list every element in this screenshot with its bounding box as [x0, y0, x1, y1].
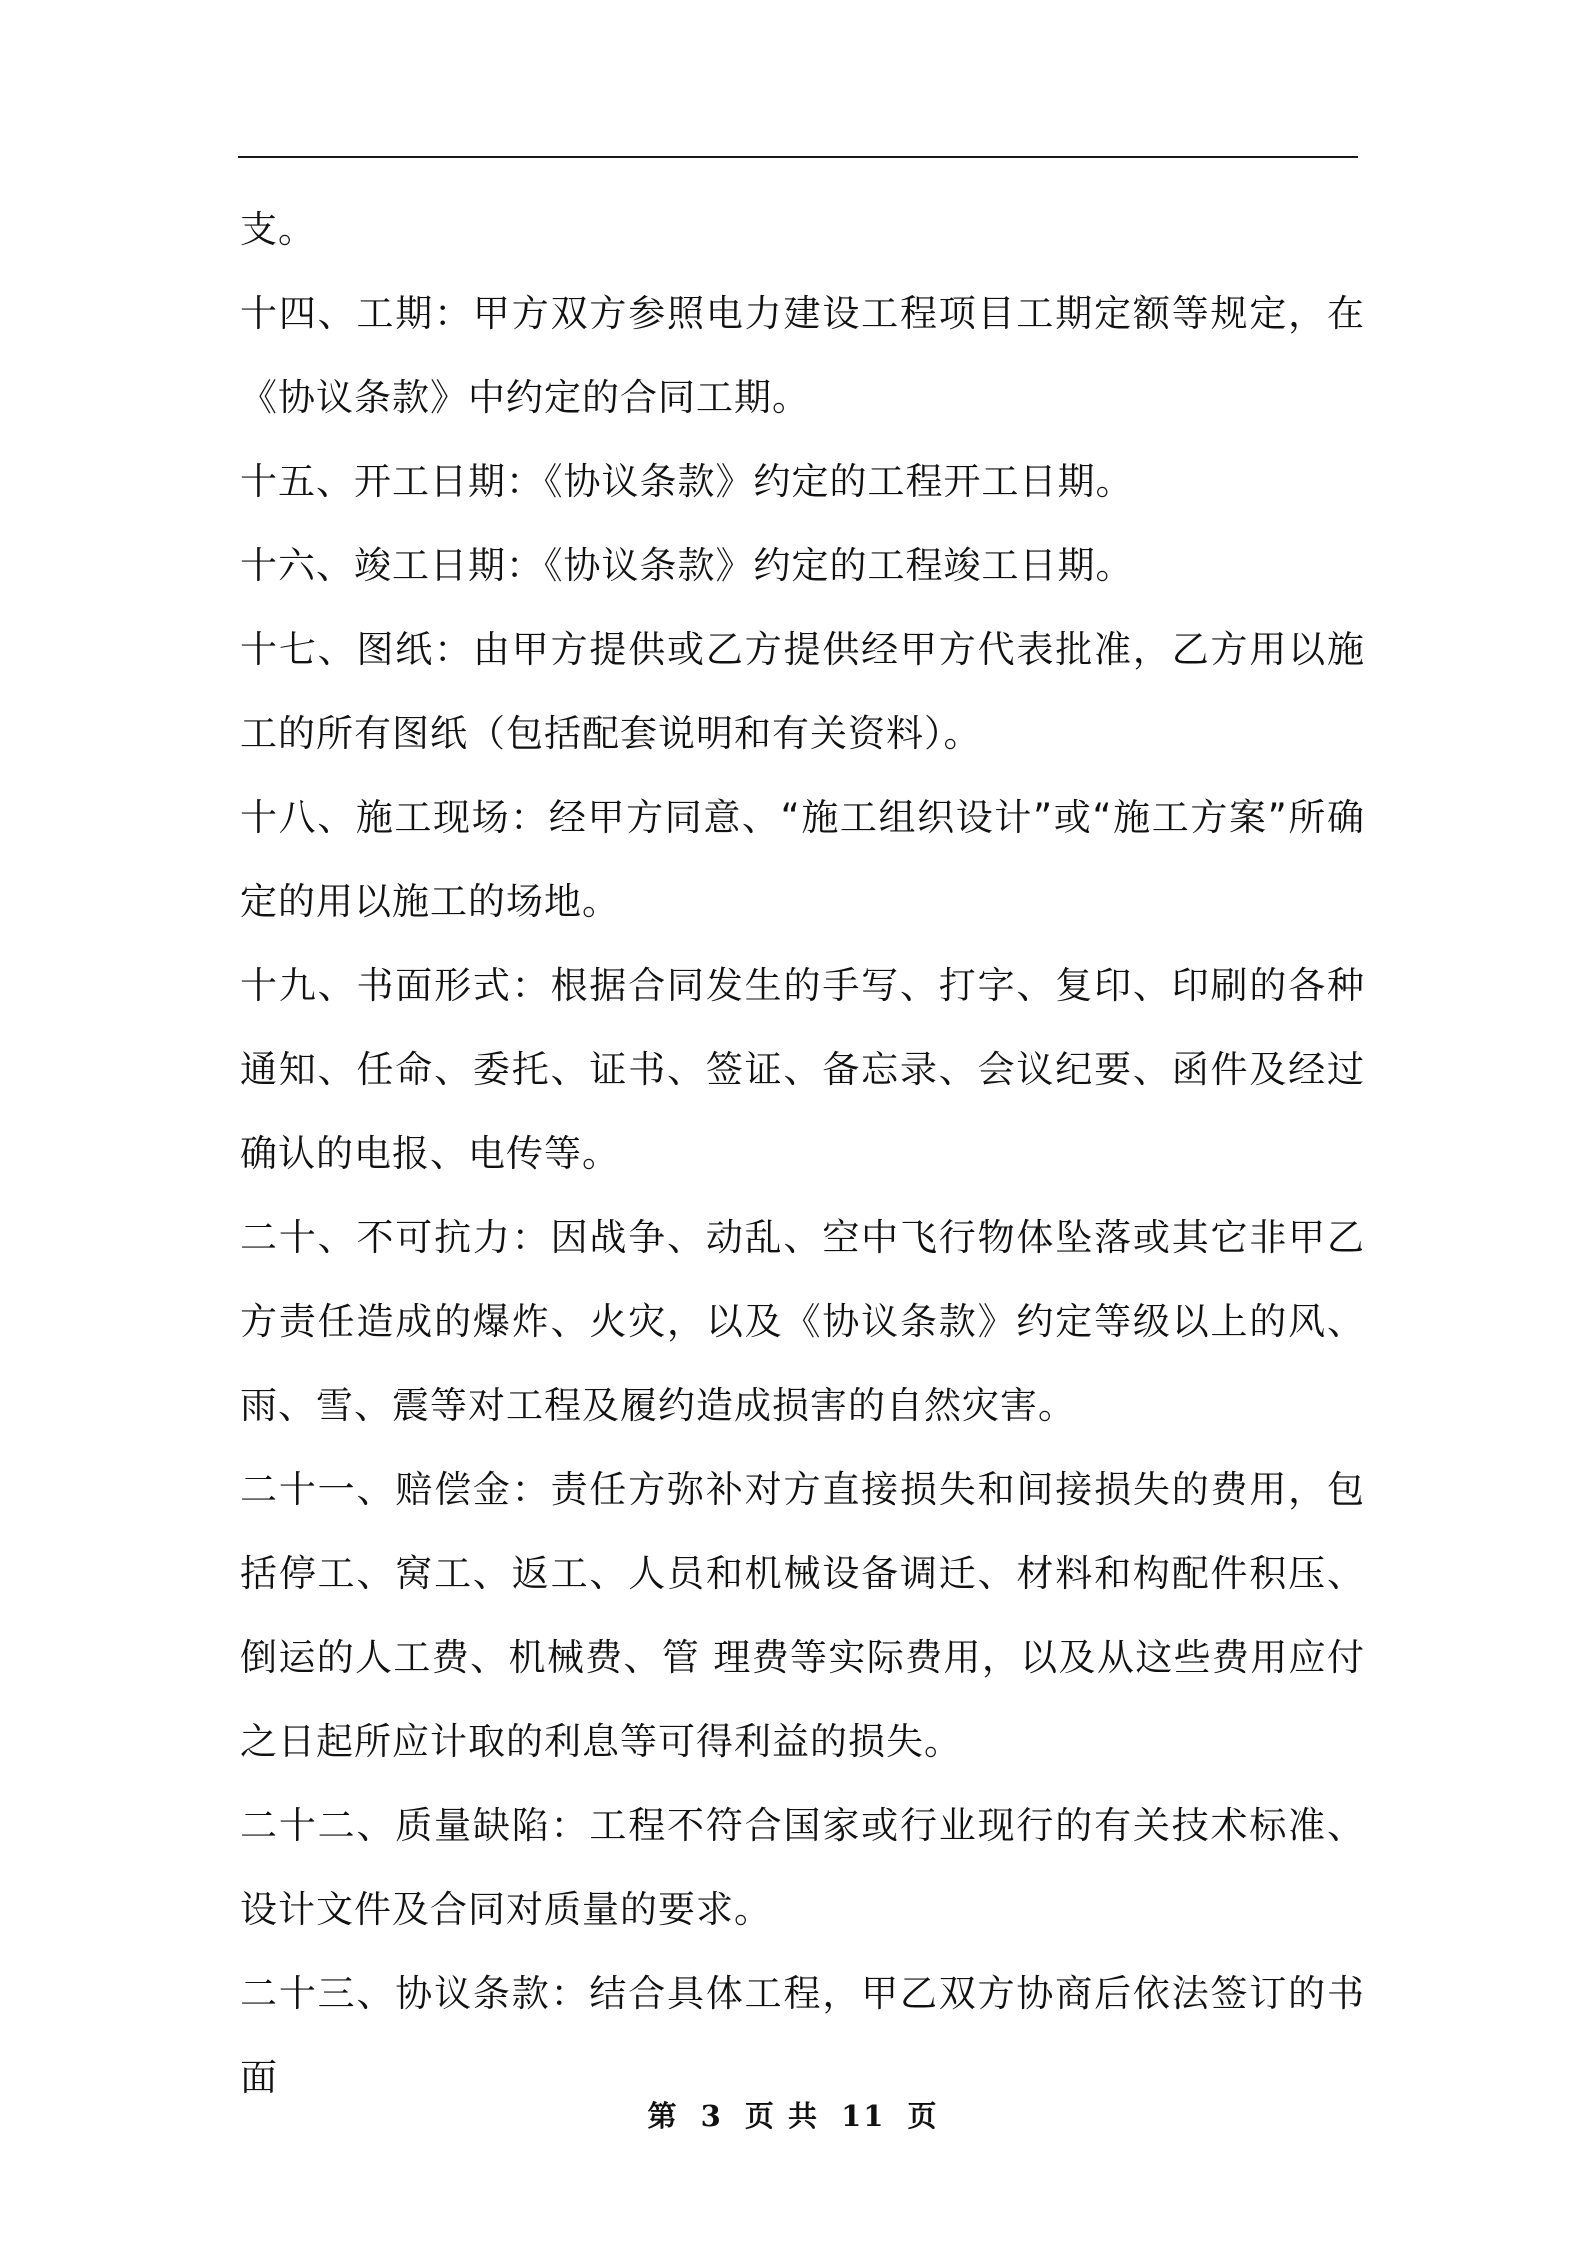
paragraph-clause-19: 十九、书面形式：根据合同发生的手写、打字、复印、印刷的各种通知、任命、委托、证书、签证、备忘录、会议纪要、函件及经过确认的电报、电传等。 [240, 964, 1365, 1175]
footer-current-page: 3 [700, 2099, 723, 2133]
footer-total-pages: 11 [841, 2099, 886, 2133]
footer-suffix: 页 [907, 2099, 939, 2133]
paragraph-clause-16: 十六、竣工日期：《协议条款》约定的工程竣工日期。 [240, 544, 1134, 587]
paragraph-clause-23: 二十三、协议条款：结合具体工程，甲乙双方协商后依法签订的书面 [240, 1972, 1365, 2099]
paragraph-continuation: 支。 [240, 208, 316, 251]
paragraph-clause-20: 二十、不可抗力：因战争、动乱、空中飞行物体坠落或其它非甲乙方责任造成的爆炸、火灾，以及《协议条款》约定等级以上的风、雨、雪、震等对工程及履约造成损害的自然灾害。 [240, 1216, 1365, 1427]
paragraph-clause-22: 二十二、质量缺陷：工程不符合国家或行业现行的有关技术标准、设计文件及合同对质量的要求。 [240, 1804, 1365, 1931]
paragraph-clause-17: 十七、图纸：由甲方提供或乙方提供经甲方代表批准，乙方用以施工的所有图纸（包括配套说明和有关资料）。 [240, 628, 1365, 755]
paragraph-clause-18: 十八、施工现场：经甲方同意、“施工组织设计”或“施工方案”所确定的用以施工的场地。 [240, 796, 1365, 923]
header-rule [238, 156, 1358, 158]
paragraph-clause-21: 二十一、赔偿金：责任方弥补对方直接损失和间接损失的费用，包括停工、窝工、返工、人员和机械设备调迁、材料和构配件积压、倒运的人工费、机械费、管 理费等实际费用，以及从这些费用应付之日起所应计取的利息等可得利益的损失。 [240, 1468, 1365, 1763]
paragraph-clause-15: 十五、开工日期：《协议条款》约定的工程开工日期。 [240, 460, 1134, 503]
page-footer [0, 2094, 1586, 2135]
document-body [240, 188, 1365, 2120]
paragraph-clause-14: 十四、工期：甲方双方参照电力建设工程项目工期定额等规定，在《协议条款》中约定的合同工期。 [240, 292, 1365, 419]
footer-prefix: 第 [647, 2099, 679, 2133]
footer-middle: 页 共 [744, 2099, 819, 2133]
